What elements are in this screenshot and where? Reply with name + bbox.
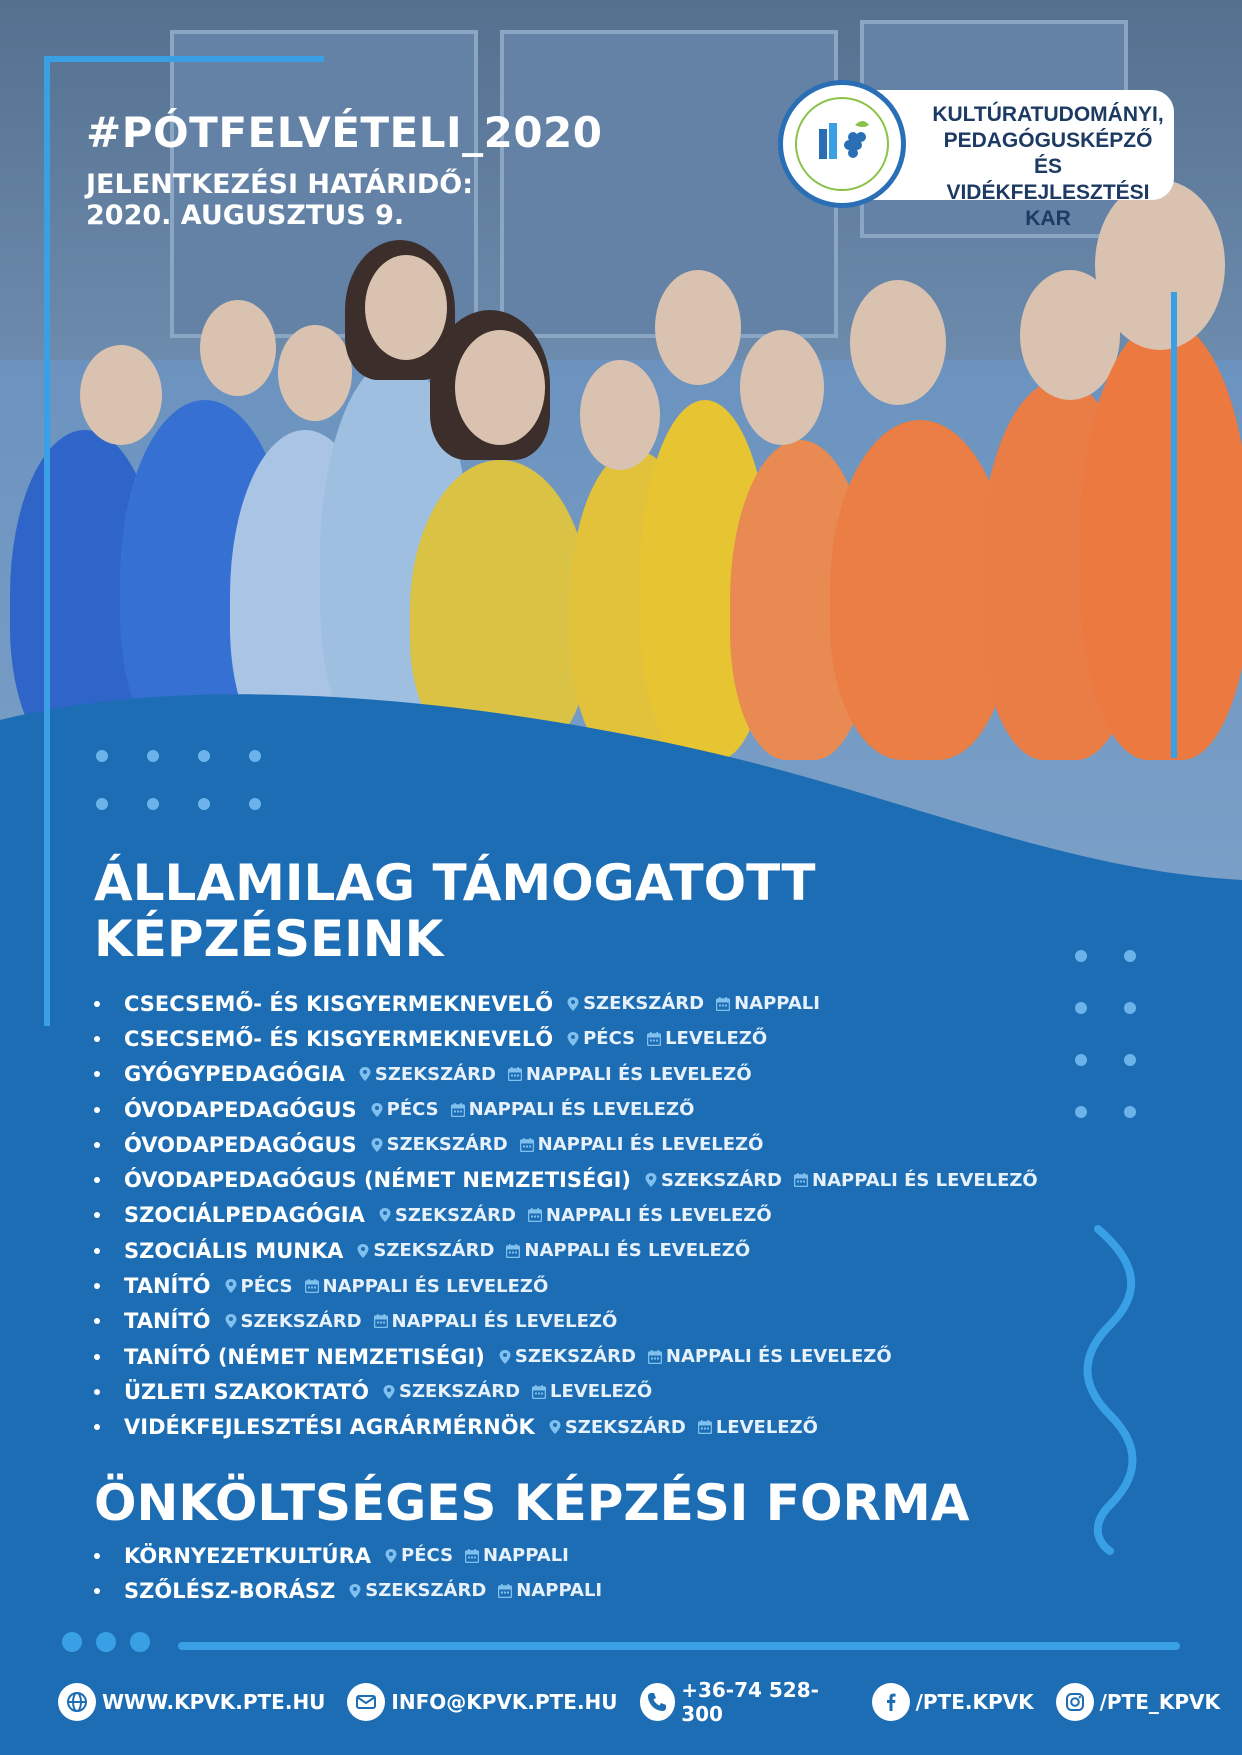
logo-text-line: KULTÚRATUDOMÁNYI,: [932, 103, 1164, 126]
calendar-icon: [528, 1208, 542, 1222]
person-head: [365, 255, 447, 360]
decor-dot: [1075, 1054, 1087, 1066]
calendar-icon: [451, 1103, 465, 1117]
decor-dot: [1075, 1002, 1087, 1014]
program-list-item: [94, 986, 1038, 1021]
location-pin-icon: [225, 1314, 237, 1328]
state-funded-title-line2: KÉPZÉSEINK: [94, 910, 444, 968]
location-pin-icon: [567, 1032, 579, 1046]
program-name: ÓVODAPEDAGÓGUS: [124, 1097, 357, 1122]
person-head: [455, 330, 545, 445]
footer-instagram[interactable]: [1056, 1683, 1220, 1721]
bullet-icon: [94, 1354, 100, 1360]
program-mode: LEVELEZŐ: [550, 1381, 653, 1403]
calendar-icon: [374, 1314, 388, 1328]
decor-dot: [1124, 1054, 1136, 1066]
program-mode: NAPPALI: [483, 1545, 569, 1567]
program-list-item: [94, 1573, 602, 1608]
bullet-icon: [94, 1248, 100, 1254]
calendar-icon: [506, 1244, 520, 1258]
decor-dot: [96, 750, 108, 762]
logo-text-line: VIDÉKFEJLESZTÉSI KAR: [946, 181, 1150, 230]
program-list-item: [94, 1162, 1038, 1197]
calendar-icon: [498, 1584, 512, 1598]
program-mode: NAPPALI ÉS LEVELEZŐ: [524, 1240, 751, 1262]
program-location: PÉCS: [386, 1099, 439, 1121]
person-head: [278, 325, 352, 421]
program-mode: NAPPALI ÉS LEVELEZŐ: [525, 1063, 752, 1085]
program-mode: NAPPALI ÉS LEVELEZŐ: [468, 1099, 695, 1121]
program-location: SZEKSZÁRD: [365, 1580, 487, 1602]
calendar-icon: [647, 1032, 661, 1046]
bullet-icon: [94, 1107, 100, 1113]
calendar-icon: [305, 1279, 319, 1293]
calendar-icon: [716, 997, 730, 1011]
program-list-item: [94, 1092, 1038, 1127]
location-pin-icon: [357, 1244, 369, 1258]
program-mode: NAPPALI: [734, 993, 820, 1015]
location-pin-icon: [499, 1350, 511, 1364]
program-list-item: [94, 1127, 1038, 1162]
program-location: PÉCS: [240, 1275, 293, 1297]
accent-line-footer: [178, 1642, 1180, 1650]
program-location: SZEKSZÁRD: [399, 1381, 521, 1403]
program-mode: NAPPALI: [516, 1580, 603, 1602]
logo-seal: [778, 80, 906, 208]
location-pin-icon: [371, 1138, 383, 1152]
decor-dot: [1124, 950, 1136, 962]
footer-phone[interactable]: [640, 1678, 850, 1726]
decor-dot: [130, 1632, 150, 1652]
program-mode: NAPPALI ÉS LEVELEZŐ: [391, 1310, 618, 1332]
accent-line-horizontal-top: [44, 56, 324, 62]
program-list-item: [94, 1339, 1038, 1374]
phone-text: +36-74 528-300: [681, 1678, 819, 1726]
person-head: [580, 360, 660, 470]
bullet-icon: [94, 1389, 100, 1395]
program-name: GYÓGYPEDAGÓGIA: [124, 1062, 345, 1087]
decor-dot: [1124, 1002, 1136, 1014]
program-location: SZEKSZÁRD: [394, 1204, 516, 1226]
program-location: SZEKSZÁRD: [373, 1240, 495, 1262]
program-location: SZEKSZÁRD: [374, 1063, 496, 1085]
bullet-icon: [94, 1071, 100, 1077]
envelope-icon: [347, 1683, 385, 1721]
footer-website[interactable]: [58, 1683, 325, 1721]
decor-dot: [147, 750, 159, 762]
bullet-icon: [94, 1318, 100, 1324]
instagram-text: /PTE_KPVK: [1099, 1690, 1220, 1714]
calendar-icon: [794, 1173, 808, 1187]
email-text: INFO@KPVK.PTE.HU: [391, 1690, 618, 1714]
program-list-item: [94, 1021, 1038, 1056]
location-pin-icon: [645, 1173, 657, 1187]
state-funded-title-line1: ÁLLAMILAG TÁMOGATOTT: [94, 854, 816, 912]
program-list-item: [94, 1198, 1038, 1233]
state-funded-list: [94, 986, 1038, 1445]
contact-footer: [58, 1680, 1242, 1724]
location-pin-icon: [549, 1420, 561, 1434]
program-mode: NAPPALI ÉS LEVELEZŐ: [322, 1275, 549, 1297]
bullet-icon: [94, 1001, 100, 1007]
program-name: TANÍTÓ: [124, 1274, 211, 1299]
logo-emblem-icon: [797, 99, 887, 189]
program-list-item: [94, 1233, 1038, 1268]
bullet-icon: [94, 1588, 100, 1594]
program-location: SZEKSZÁRD: [240, 1310, 362, 1332]
program-name: ÓVODAPEDAGÓGUS (NÉMET NEMZETISÉGI): [124, 1168, 631, 1193]
deadline-date: 2020. AUGUSZTUS 9.: [86, 200, 405, 231]
bullet-icon: [94, 1212, 100, 1218]
self-funded-list: [94, 1538, 602, 1609]
bullet-icon: [94, 1177, 100, 1183]
logo-seal-ring: [795, 97, 889, 191]
program-list-item: [94, 1410, 1038, 1445]
bullet-icon: [94, 1283, 100, 1289]
instagram-icon: [1056, 1683, 1094, 1721]
facebook-icon: [872, 1683, 910, 1721]
location-pin-icon: [379, 1208, 391, 1222]
program-name: VIDÉKFEJLESZTÉSI AGRÁRMÉRNÖK: [124, 1415, 535, 1440]
decor-dot: [198, 750, 210, 762]
decor-dot: [1075, 1106, 1087, 1118]
program-location: SZEKSZÁRD: [583, 993, 705, 1015]
program-mode: NAPPALI ÉS LEVELEZŐ: [545, 1204, 772, 1226]
faculty-logo: [778, 80, 1178, 230]
program-name: KÖRNYEZETKULTÚRA: [124, 1543, 372, 1568]
program-name: CSECSEMŐ- ÉS KISGYERMEKNEVELŐ: [124, 1026, 554, 1051]
bullet-icon: [94, 1424, 100, 1430]
program-mode: LEVELEZŐ: [715, 1416, 818, 1438]
decor-dot: [147, 798, 159, 810]
bullet-icon: [94, 1036, 100, 1042]
bullet-icon: [94, 1553, 100, 1559]
program-list-item: [94, 1538, 602, 1573]
location-pin-icon: [567, 997, 579, 1011]
decor-dot: [249, 798, 261, 810]
decor-dot: [249, 750, 261, 762]
calendar-icon: [532, 1385, 546, 1399]
hashtag-title: #PÓTFELVÉTELI_2020: [86, 108, 603, 157]
program-list-item: [94, 1304, 1038, 1339]
program-list-item: [94, 1374, 1038, 1409]
logo-text-line: PEDAGÓGUSKÉPZŐ ÉS: [943, 129, 1153, 178]
program-name: TANÍTÓ (NÉMET NEMZETISÉGI): [124, 1344, 485, 1369]
decor-dot: [96, 1632, 116, 1652]
location-pin-icon: [349, 1584, 361, 1598]
calendar-icon: [465, 1549, 479, 1563]
website-text: WWW.KPVK.PTE.HU: [102, 1690, 326, 1714]
facebook-text: /PTE.KPVK: [915, 1690, 1034, 1714]
program-name: TANÍTÓ: [124, 1309, 211, 1334]
deadline-label: JELENTKEZÉSI HATÁRIDŐ:: [86, 169, 474, 200]
program-mode: NAPPALI ÉS LEVELEZŐ: [665, 1346, 892, 1368]
calendar-icon: [698, 1420, 712, 1434]
program-mode: NAPPALI ÉS LEVELEZŐ: [812, 1169, 1038, 1191]
decor-dot: [1075, 950, 1087, 962]
state-funded-title: [94, 855, 815, 967]
program-name: SZOCIÁLPEDAGÓGIA: [124, 1203, 365, 1228]
program-name: SZŐLÉSZ-BORÁSZ: [124, 1578, 336, 1603]
program-name: CSECSEMŐ- ÉS KISGYERMEKNEVELŐ: [124, 991, 554, 1016]
person-head: [655, 270, 741, 385]
globe-icon: [58, 1683, 96, 1721]
location-pin-icon: [385, 1549, 397, 1563]
person-head: [200, 300, 276, 396]
location-pin-icon: [225, 1279, 237, 1293]
self-funded-title: ÖNKÖLTSÉGES KÉPZÉSI FORMA: [94, 1474, 970, 1532]
location-pin-icon: [383, 1385, 395, 1399]
phone-icon: [640, 1683, 676, 1721]
program-name: ÓVODAPEDAGÓGUS: [124, 1132, 357, 1157]
program-mode: NAPPALI ÉS LEVELEZŐ: [537, 1134, 764, 1156]
bullet-icon: [94, 1142, 100, 1148]
decor-dot: [62, 1632, 82, 1652]
calendar-icon: [520, 1138, 534, 1152]
footer-email[interactable]: [347, 1683, 617, 1721]
program-location: SZEKSZÁRD: [564, 1416, 686, 1438]
decor-dot: [96, 798, 108, 810]
decor-dot: [198, 798, 210, 810]
accent-line-vertical-left: [44, 56, 50, 1026]
program-list-item: [94, 1057, 1038, 1092]
program-location: PÉCS: [401, 1545, 454, 1567]
program-list-item: [94, 1268, 1038, 1303]
squiggle-decoration: [1080, 1225, 1140, 1555]
location-pin-icon: [359, 1067, 371, 1081]
program-mode: LEVELEZŐ: [665, 1028, 768, 1050]
accent-line-vertical-right: [1171, 292, 1177, 758]
person-head: [80, 345, 162, 445]
calendar-icon: [508, 1067, 522, 1081]
location-pin-icon: [371, 1103, 383, 1117]
person-head: [850, 280, 946, 405]
calendar-icon: [648, 1350, 662, 1364]
program-name: ÜZLETI SZAKOKTATÓ: [124, 1379, 370, 1404]
decor-dot: [1124, 1106, 1136, 1118]
program-location: SZEKSZÁRD: [386, 1134, 508, 1156]
program-location: SZEKSZÁRD: [514, 1346, 636, 1368]
footer-facebook[interactable]: [872, 1683, 1034, 1721]
program-location: PÉCS: [583, 1028, 636, 1050]
program-name: SZOCIÁLIS MUNKA: [124, 1238, 344, 1263]
person-head: [740, 330, 824, 445]
logo-text: [928, 102, 1168, 232]
program-location: SZEKSZÁRD: [660, 1169, 782, 1191]
